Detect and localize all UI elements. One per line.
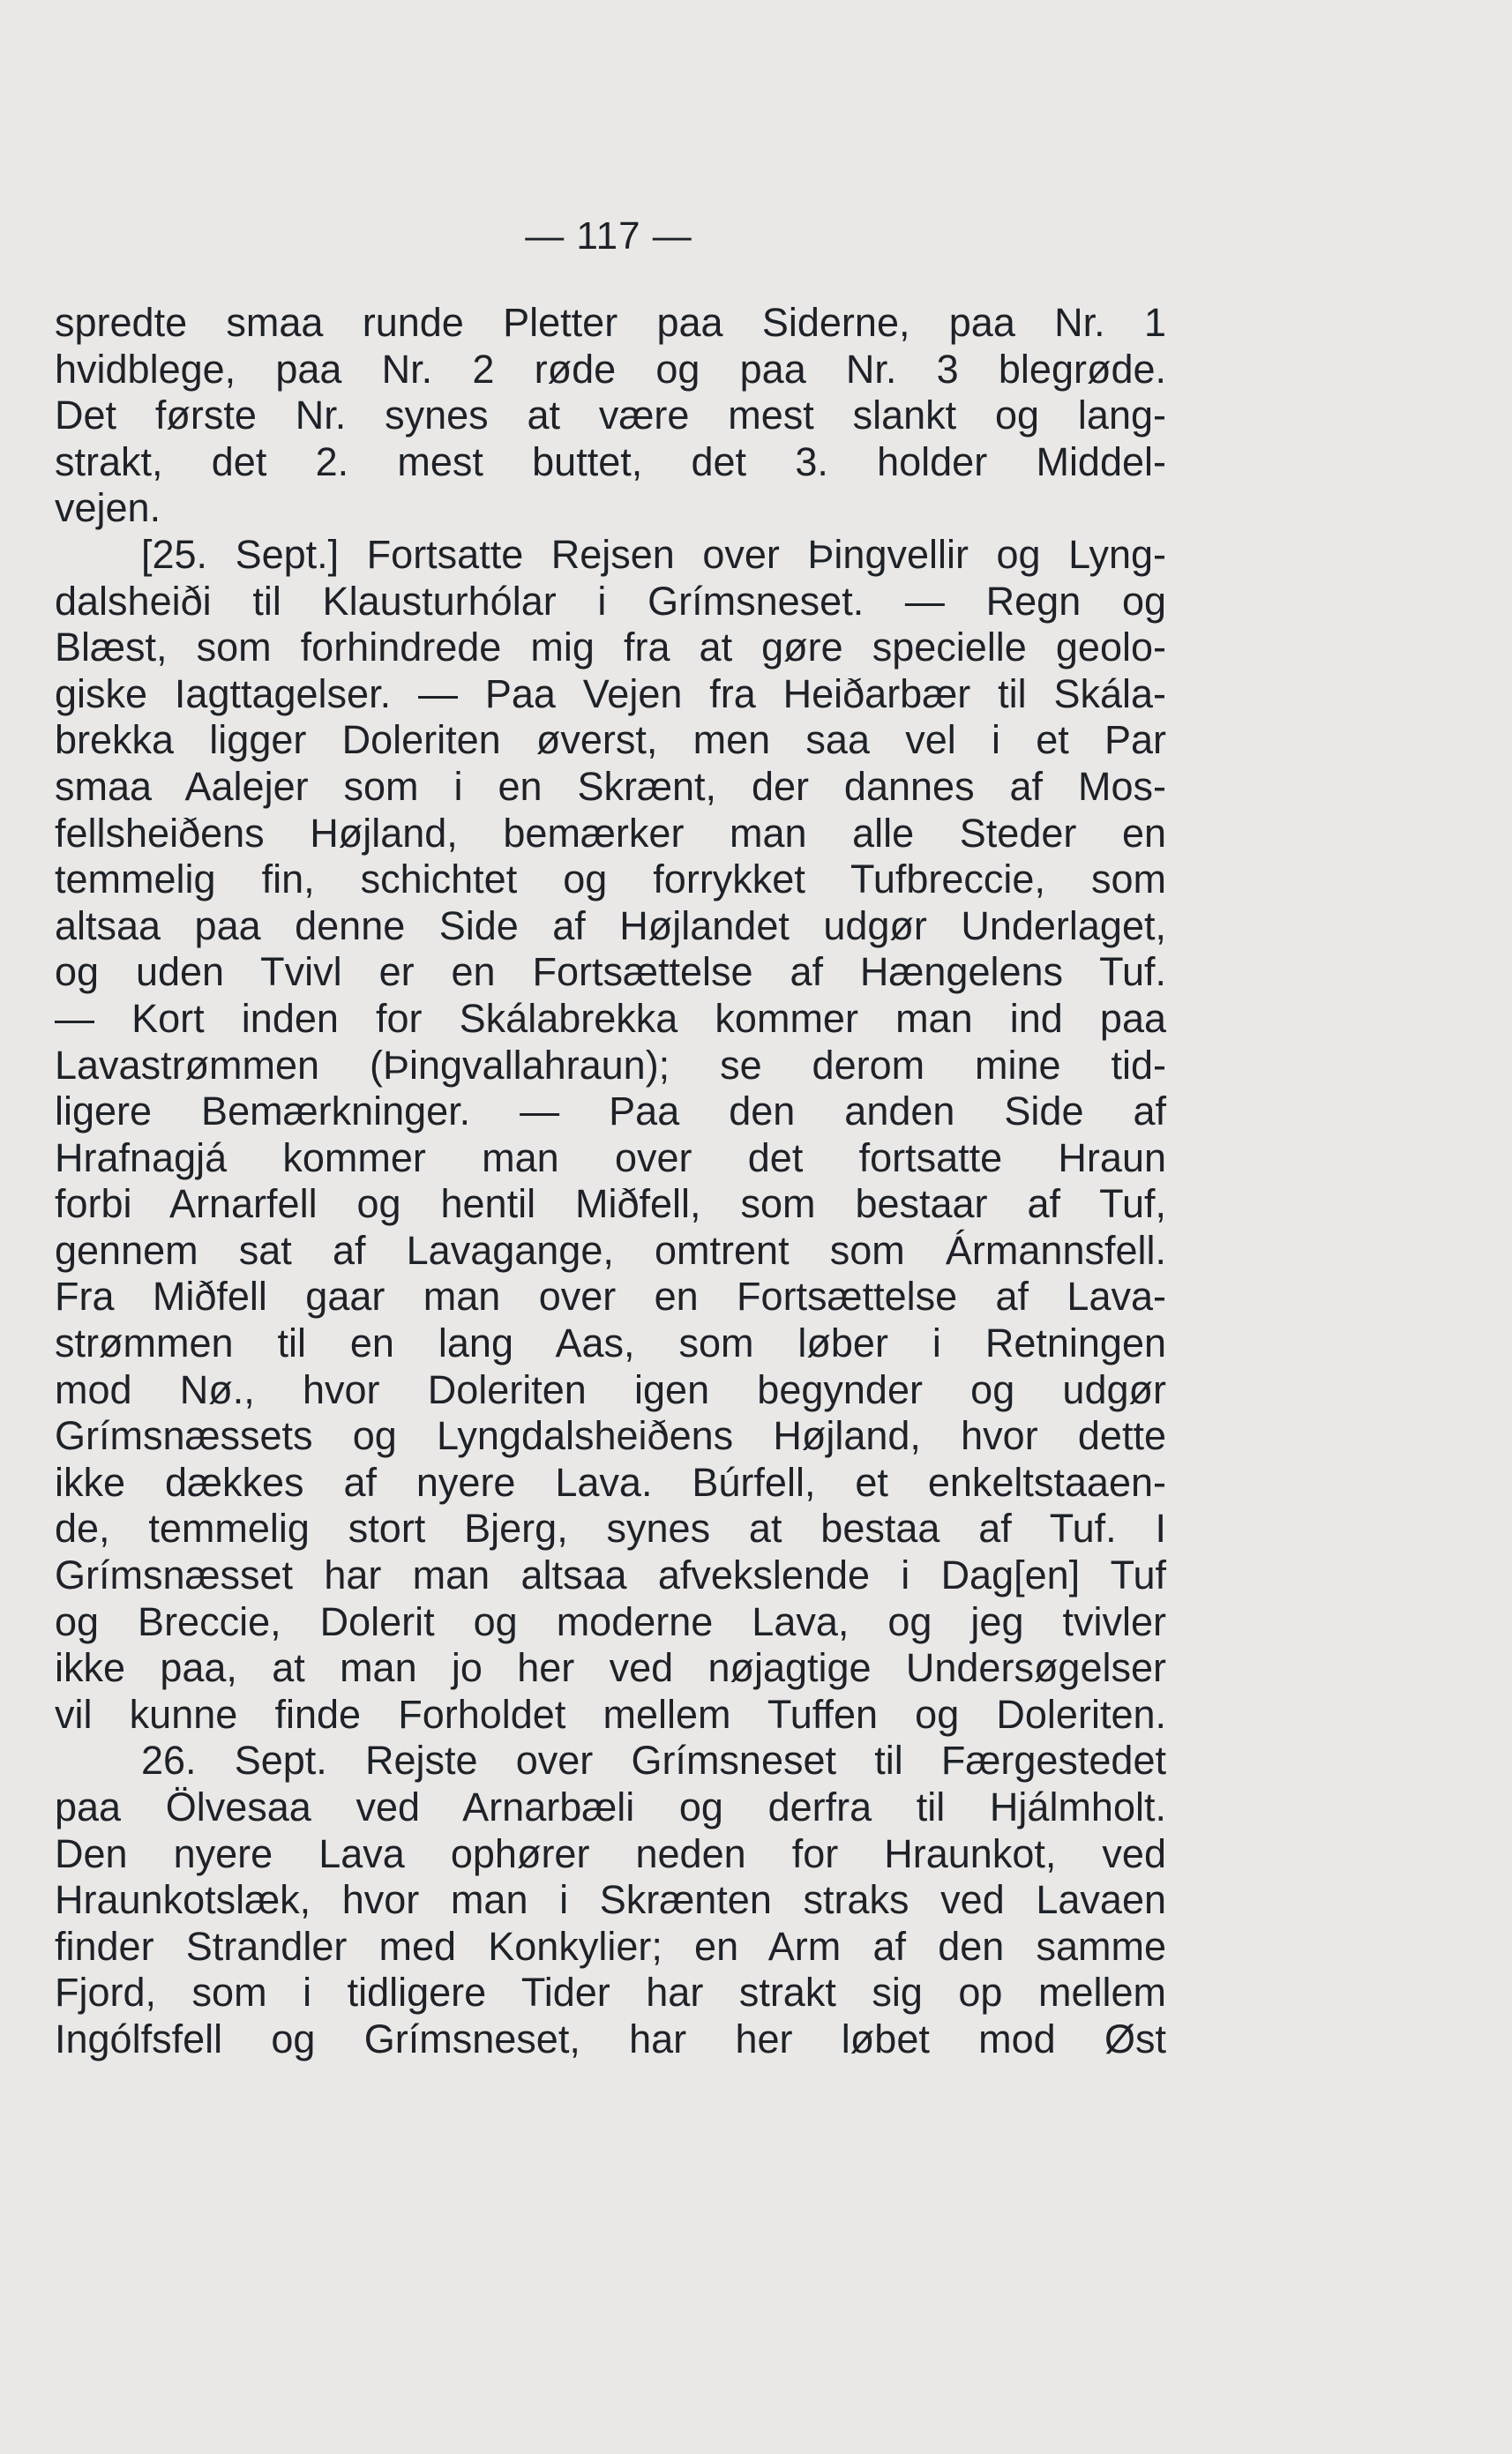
text-line: Den nyere Lava ophører neden for Hraunkot, ved bbox=[55, 1830, 1166, 1876]
text-line: Hrafnagjá kommer man over det fortsatte Hraun bbox=[55, 1134, 1166, 1180]
text-line: og Breccie, Dolerit og moderne Lava, og jeg tvivler bbox=[55, 1598, 1166, 1644]
page-number: — 117 — bbox=[525, 214, 692, 258]
text-line: fellsheiðens Højland, bemærker man alle Steder en bbox=[55, 810, 1166, 856]
text-line: brekka ligger Doleriten øverst, men saa vel i et Par bbox=[55, 717, 1166, 763]
text-line: Fra Miðfell gaar man over en Fortsættelse af Lava- bbox=[55, 1274, 1166, 1320]
text-line: ligere Bemærkninger. — Paa den anden Side af bbox=[55, 1089, 1166, 1134]
text-line: ikke paa, at man jo her ved nøjagtige Undersøgelser bbox=[55, 1645, 1166, 1691]
text-line: [25. Sept.] Fortsatte Rejsen over Þingvellir og Lyng- bbox=[141, 531, 1166, 577]
text-line: Grímsnæssets og Lyngdalsheiðens Højland, hvor dette bbox=[55, 1413, 1166, 1459]
text-line: 26. Sept. Rejste over Grímsneset til Færgestedet bbox=[141, 1738, 1166, 1784]
text-line: Blæst, som forhindrede mig fra at gøre specielle geolo- bbox=[55, 625, 1166, 670]
text-line: Ingólfsfell og Grímsneset, har her løbet mod Øst bbox=[55, 2016, 1166, 2061]
text-line: og uden Tvivl er en Fortsættelse af Hængelens Tuf. bbox=[55, 949, 1166, 995]
text-line: finder Strandler med Konkylier; en Arm af den samme bbox=[55, 1923, 1166, 1969]
text-line: de, temmelig stort Bjerg, synes at bestaa af Tuf. I bbox=[55, 1506, 1166, 1552]
text-line: dalsheiði til Klausturhólar i Grímsneset. — Regn og bbox=[55, 578, 1166, 624]
text-line: vil kunne finde Forholdet mellem Tuffen og Doleriten. bbox=[55, 1691, 1166, 1737]
text-line: smaa Aalejer som i en Skrænt, der dannes af Mos- bbox=[55, 763, 1166, 809]
text-line: mod Nø., hvor Doleriten igen begynder og udgør bbox=[55, 1366, 1166, 1412]
text-line: Grímsnæsset har man altsaa afvekslende i Dag[en] Tuf bbox=[55, 1552, 1166, 1598]
text-line: Det første Nr. synes at være mest slankt og lang- bbox=[55, 393, 1166, 438]
text-line: Lavastrømmen (Þingvallahraun); se derom mine tid- bbox=[55, 1042, 1166, 1088]
text-line: Hraunkotslæk, hvor man i Skrænten straks ved Lavaen bbox=[55, 1877, 1166, 1923]
text-line: paa Ölvesaa ved Arnarbæli og derfra til Hjálmholt. bbox=[55, 1784, 1166, 1829]
text-line: vejen. bbox=[55, 485, 161, 531]
text-line: giske Iagttagelser. — Paa Vejen fra Heiðarbær til Skála- bbox=[55, 670, 1166, 716]
text-line: strømmen til en lang Aas, som løber i Retningen bbox=[55, 1321, 1166, 1366]
text-line: strakt, det 2. mest buttet, det 3. holder Middel- bbox=[55, 438, 1166, 484]
text-line: — Kort inden for Skálabrekka kommer man ind paa bbox=[55, 995, 1166, 1041]
text-line: altsaa paa denne Side af Højlandet udgør Underlaget, bbox=[55, 902, 1166, 948]
text-line: Fjord, som i tidligere Tider har strakt sig op mellem bbox=[55, 1970, 1166, 2016]
text-line: hvidblege, paa Nr. 2 røde og paa Nr. 3 blegrøde. bbox=[55, 346, 1166, 392]
text-line: forbi Arnarfell og hentil Miðfell, som bestaar af Tuf, bbox=[55, 1181, 1166, 1227]
text-line: spredte smaa runde Pletter paa Siderne, paa Nr. 1 bbox=[55, 300, 1166, 345]
text-line: ikke dækkes af nyere Lava. Búrfell, et enkeltstaaen- bbox=[55, 1459, 1166, 1505]
text-line: gennem sat af Lavagange, omtrent som Ármannsfell. bbox=[55, 1227, 1166, 1273]
text-line: temmelig fin, schichtet og forrykket Tufbreccie, som bbox=[55, 857, 1166, 902]
body-text bbox=[55, 300, 1166, 2063]
